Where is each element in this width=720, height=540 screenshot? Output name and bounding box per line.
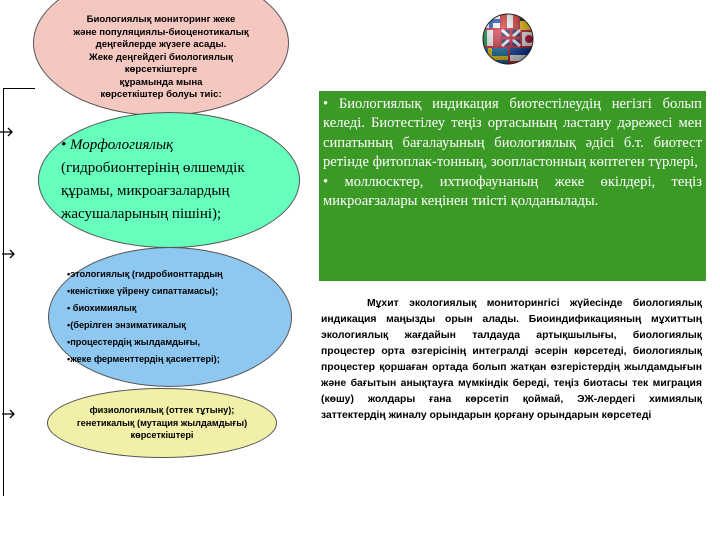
ellipse-line: деңгейлерде жүзеге асады. [95, 39, 227, 51]
ocean-monitoring-text [321, 296, 702, 424]
ellipse-line: (гидробионтерінің өлшемдік [61, 160, 245, 176]
physiological-ellipse [47, 388, 277, 458]
ethological-ellipse [48, 247, 292, 387]
arrow-right-icon [2, 409, 16, 419]
ellipse-line: көрсеткіштер болуы тиіс: [100, 89, 222, 101]
ellipse-line: құрамы, микроағзалардың [61, 183, 230, 199]
ellipse-line: •этологиялық (гидробионттардың [67, 269, 223, 279]
physiological-text [77, 404, 247, 442]
ellipse-line: және популяциялы-биоценотикалық [73, 26, 249, 38]
bioindication-paragraph-2: • моллюсктер, ихтиофаунаның жеке өкілдері, теңіз микроағзалары кеңінен тиісті қолданылады. [323, 173, 702, 210]
ellipse-line: Жеке деңгейдегі биологиялық [89, 51, 233, 63]
ellipse-line: • Морфологиялық [61, 137, 174, 153]
ellipse-line: жасушаларының пішіні); [61, 206, 222, 222]
ellipse-line: •(берілген энзиматикалық [67, 320, 186, 330]
bioindication-box [319, 91, 706, 281]
ellipse-line: •жеке ферменттердің қасиеттері); [67, 354, 220, 364]
ellipse-line: генетикалық (мутация жылдамдығы) [76, 417, 248, 428]
bracket-top-line [3, 88, 35, 89]
ocean-monitoring-paragraph: Мұхит экологиялық мониторингісі жүйесінде биологиялық индикация маңызды орын алады. Биоиндификацияның мұхиттың экологиялық жағдайын талдауда артықшылығы, биологиялық процестер орта өзгерісінің интегралді әсерін көрсетеді, биологиялық процестер қоршаған ортада болып жатқан өзгерістердің жылдамдығын және бағытын анықтауға мүмкіндік береді, теңіз биотасы тек миграция (көшу) жолдары ғана көрсетіп қоймай, ЭЖ-лердегі химиялық заттектердің жиналу орындарын қорғану орындарын көрсетеді [321, 298, 702, 421]
bioindication-paragraph-1: • Биологиялық индикация биотестілеудің негізгі болып келеді. Биотестілеу теңіз ортасының ластану дәрежесі мен сипатының бағалауының биологиялық әдісі б.т. биотест ретінде фитоплак-тонның, зоопластонның көптеген түрлері, [323, 96, 702, 171]
ellipse-line: құрамында мына [119, 76, 203, 88]
ellipse-line: •процестердің жылдамдығы, [67, 337, 201, 347]
ellipse-line: Биологиялық мониторинг жеке [86, 13, 236, 25]
bracket-vertical-line [3, 88, 4, 496]
individual-level-ellipse [33, 0, 289, 116]
arrow-right-icon [2, 249, 16, 259]
ellipse-line: көрсеткіштері [130, 430, 194, 441]
morphological-ellipse [38, 112, 300, 248]
ethological-text [67, 266, 223, 368]
arrow-right-icon [0, 127, 14, 137]
globe-flags-icon [480, 10, 536, 68]
ellipse-line: • биохимиялық [67, 303, 137, 313]
morphological-text [61, 134, 245, 226]
individual-level-text [73, 14, 248, 102]
ellipse-line: көрсеткіштерге [124, 64, 198, 76]
ellipse-line: физиологиялық (оттек тұтыну); [89, 405, 235, 416]
ellipse-line: •кеністікке үйрену сипаттамасы); [67, 286, 219, 296]
